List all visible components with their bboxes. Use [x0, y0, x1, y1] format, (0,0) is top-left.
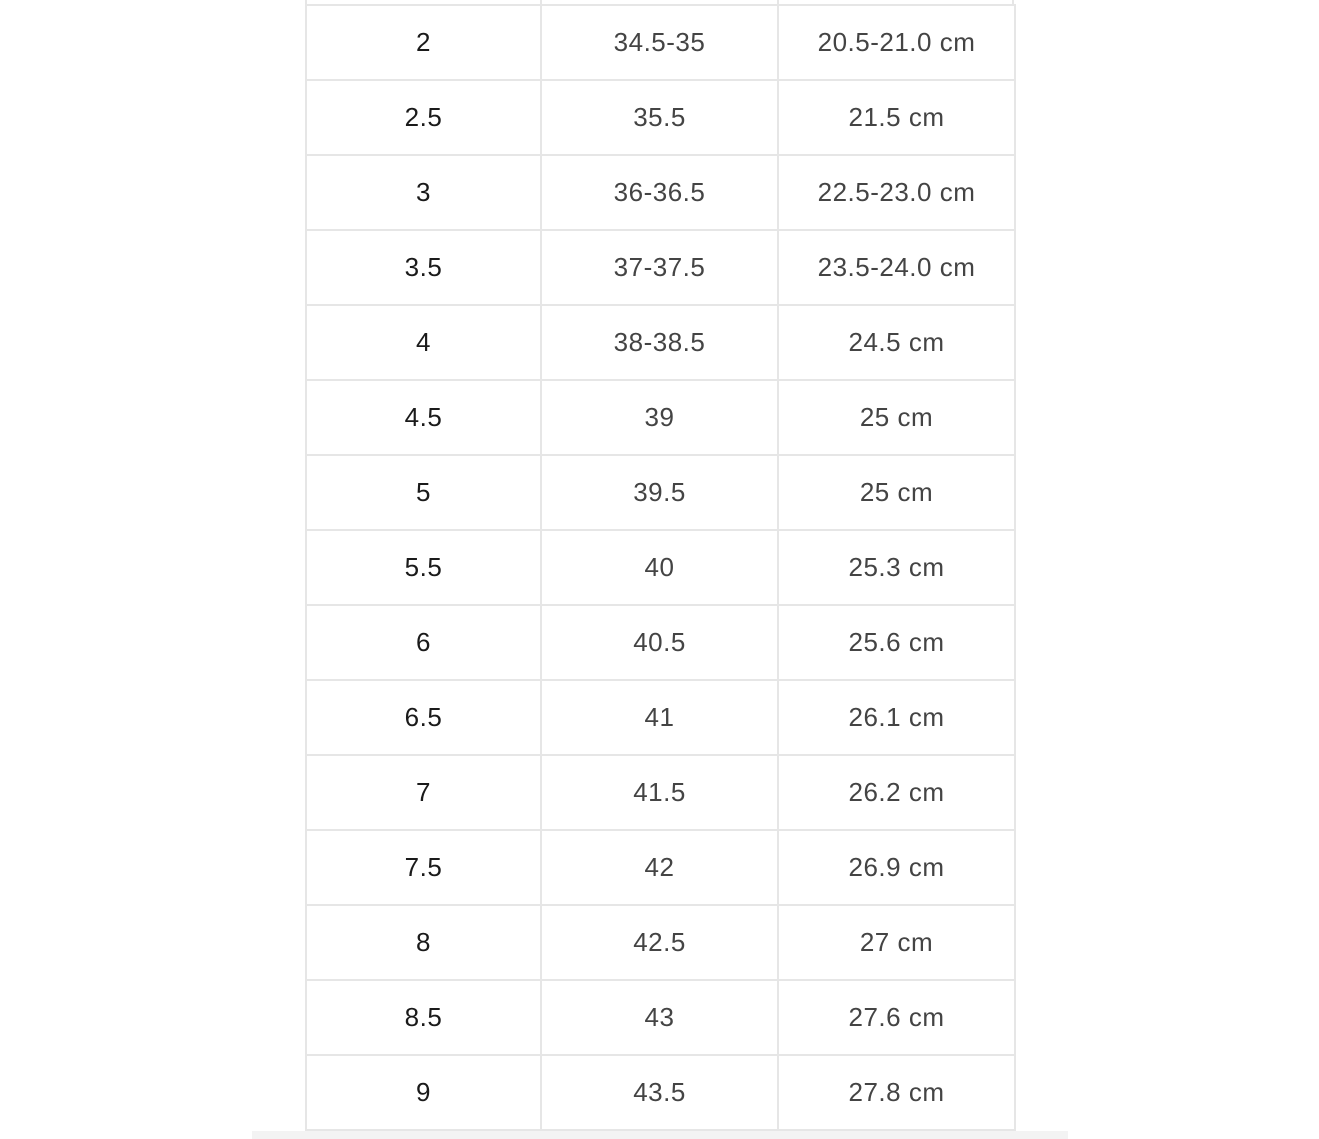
foot-length-cell: 20.5-21.0 cm	[778, 5, 1015, 80]
table-row	[306, 1055, 1015, 1130]
uk-size-cell: 7.5	[306, 830, 541, 905]
eu-size-cell: 40	[541, 530, 778, 605]
eu-size-cell: 34.5-35	[541, 5, 778, 80]
table-row	[306, 530, 1015, 605]
foot-length-cell: 21.5 cm	[778, 80, 1015, 155]
eu-size-cell: 40.5	[541, 605, 778, 680]
uk-size-cell: 5.5	[306, 530, 541, 605]
uk-size-cell: 6.5	[306, 680, 541, 755]
table-row	[306, 605, 1015, 680]
foot-length-cell: 27.6 cm	[778, 980, 1015, 1055]
uk-size-cell: 9	[306, 1055, 541, 1130]
table-row	[306, 155, 1015, 230]
foot-length-cell: 25 cm	[778, 380, 1015, 455]
foot-length-cell: 25.6 cm	[778, 605, 1015, 680]
table-row	[306, 380, 1015, 455]
table-row	[306, 905, 1015, 980]
uk-size-cell: 2	[306, 5, 541, 80]
uk-size-cell: 2.5	[306, 80, 541, 155]
uk-size-cell: 3	[306, 155, 541, 230]
foot-length-cell: 27.8 cm	[778, 1055, 1015, 1130]
uk-size-cell: 4	[306, 305, 541, 380]
eu-size-cell: 41	[541, 680, 778, 755]
foot-length-cell: 25.3 cm	[778, 530, 1015, 605]
table-row	[306, 5, 1015, 80]
table-row	[306, 455, 1015, 530]
uk-size-cell: 4.5	[306, 380, 541, 455]
uk-size-cell: 7	[306, 755, 541, 830]
eu-size-cell: 41.5	[541, 755, 778, 830]
eu-size-cell: 43.5	[541, 1055, 778, 1130]
foot-length-cell: 27 cm	[778, 905, 1015, 980]
table-row	[306, 230, 1015, 305]
eu-size-cell: 42	[541, 830, 778, 905]
uk-size-cell: 8.5	[306, 980, 541, 1055]
table-row	[306, 680, 1015, 755]
eu-size-cell: 43	[541, 980, 778, 1055]
eu-size-cell: 36-36.5	[541, 155, 778, 230]
eu-size-cell: 42.5	[541, 905, 778, 980]
uk-size-cell: 5	[306, 455, 541, 530]
table-row	[306, 80, 1015, 155]
eu-size-cell: 39	[541, 380, 778, 455]
uk-size-cell: 8	[306, 905, 541, 980]
foot-length-cell: 26.9 cm	[778, 830, 1015, 905]
uk-size-cell: 3.5	[306, 230, 541, 305]
foot-length-cell: 26.1 cm	[778, 680, 1015, 755]
size-chart-table	[305, 4, 1016, 1131]
table-row	[306, 305, 1015, 380]
eu-size-cell: 39.5	[541, 455, 778, 530]
eu-size-cell: 37-37.5	[541, 230, 778, 305]
size-chart-body	[306, 5, 1015, 1130]
table-row	[306, 980, 1015, 1055]
table-row	[306, 830, 1015, 905]
foot-length-cell: 22.5-23.0 cm	[778, 155, 1015, 230]
eu-size-cell: 38-38.5	[541, 305, 778, 380]
uk-size-cell: 6	[306, 605, 541, 680]
foot-length-cell: 25 cm	[778, 455, 1015, 530]
eu-size-cell: 35.5	[541, 80, 778, 155]
table-row	[306, 755, 1015, 830]
foot-length-cell: 26.2 cm	[778, 755, 1015, 830]
foot-length-cell: 23.5-24.0 cm	[778, 230, 1015, 305]
bottom-divider	[252, 1131, 1068, 1139]
foot-length-cell: 24.5 cm	[778, 305, 1015, 380]
